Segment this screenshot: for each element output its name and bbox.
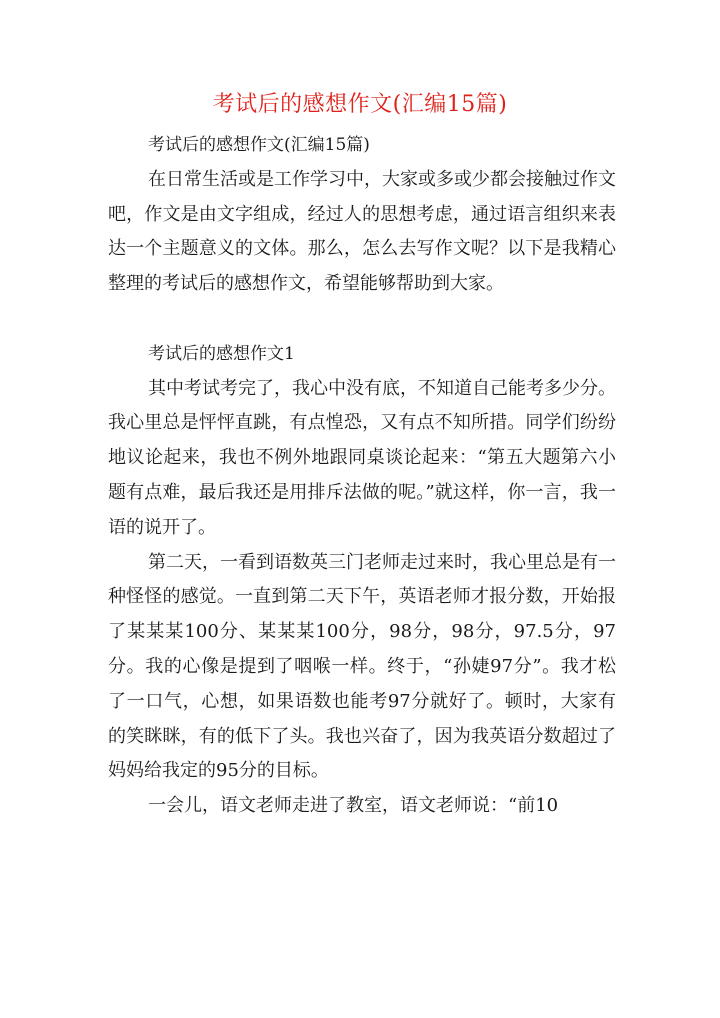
essay-paragraph: 一会儿，语文老师走进了教室，语文老师说：“前10 [148, 795, 559, 817]
document-body [108, 128, 616, 824]
essay-paragraph: 其中考试考完了，我心中没有底，不知道自己能考多少分。我心里总是怦怦直跳，有点惶恐，又有点不知所措。同学们纷纷地议论起来，我也不例外地跟同桌谈论起来：“第五大题第六小题有点难，最后我还是用排斥法做的呢。”就这样，你一言，我一语的说开了。 [108, 377, 616, 538]
document-subtitle: 考试后的感想作文(汇编15篇) [148, 135, 370, 155]
blank-line [108, 302, 616, 337]
essay-heading: 考试后的感想作文1 [148, 343, 295, 364]
essay-paragraph: 第二天，一看到语数英三门老师走过来时，我心里总是有一种怪怪的感觉。一直到第二天下午，英语老师才报分数，开始报了某某某100分、某某某100分，98分，98分，97.5分，97分。我的心像是提到了咽喉一样。终于，“孙婕97分”。我才松了一口气，心想，如果语数也能考97分就好了。顿时，大家有的笑眯眯，有的低下了头。我也兴奋了，因为我英语分数超过了妈妈给我定的95分的目标。 [108, 551, 616, 782]
intro-paragraph: 在日常生活或是工作学习中，大家或多或少都会接触过作文吧，作文是由文字组成，经过人的思想考虑，通过语言组织来表达一个主题意义的文体。那么，怎么去写作文呢？以下是我精心整理的考试后的感想作文，希望能够帮助到大家。 [108, 168, 616, 295]
document-title: 考试后的感想作文(汇编15篇) [212, 92, 508, 117]
